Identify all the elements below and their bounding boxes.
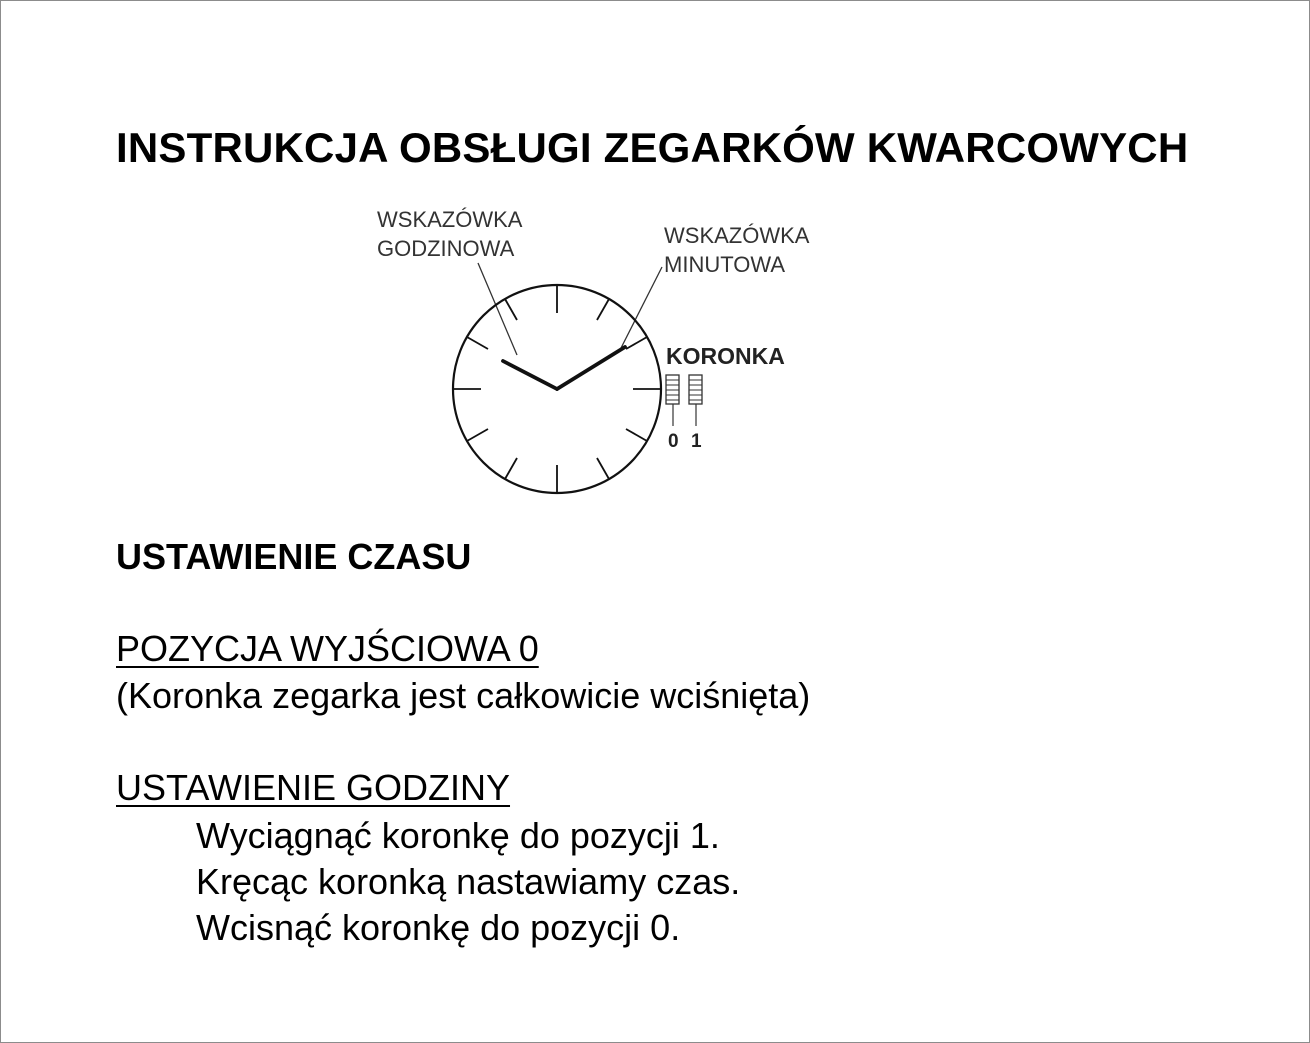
minute-hand	[557, 347, 625, 389]
start-position-note: (Koronka zegarka jest całkowicie wciśnięta)	[116, 675, 811, 716]
set-hour-step-3: Wcisnąć koronkę do pozycji 0.	[196, 907, 681, 948]
hour-hand	[503, 361, 557, 389]
minute-hand-label-line2: MINUTOWA	[664, 252, 785, 277]
minute-hand-leader-line	[620, 267, 662, 350]
watch-face	[453, 285, 661, 493]
set-hour-step-2: Kręcąc koronką nastawiamy czas.	[196, 861, 741, 902]
crown-position-1-label: 1	[691, 431, 702, 452]
crown-position-1-icon	[689, 375, 702, 426]
crown-position-0-icon	[666, 375, 679, 426]
start-position-heading: POZYCJA WYJŚCIOWA 0	[116, 628, 539, 669]
page-title: INSTRUKCJA OBSŁUGI ZEGARKÓW KWARCOWYCH	[116, 124, 1189, 171]
hour-hand-label-line1: WSKAZÓWKA	[377, 207, 523, 232]
hour-hand-label-line2: GODZINOWA	[377, 236, 515, 261]
crown-label: KORONKA	[666, 343, 785, 369]
crown-position-0-label: 0	[668, 431, 679, 452]
section-heading: USTAWIENIE CZASU	[116, 536, 472, 577]
set-hour-step-1: Wyciągnąć koronkę do pozycji 1.	[196, 815, 720, 856]
minute-hand-label-line1: WSKAZÓWKA	[664, 223, 810, 248]
set-hour-heading: USTAWIENIE GODZINY	[116, 767, 511, 808]
